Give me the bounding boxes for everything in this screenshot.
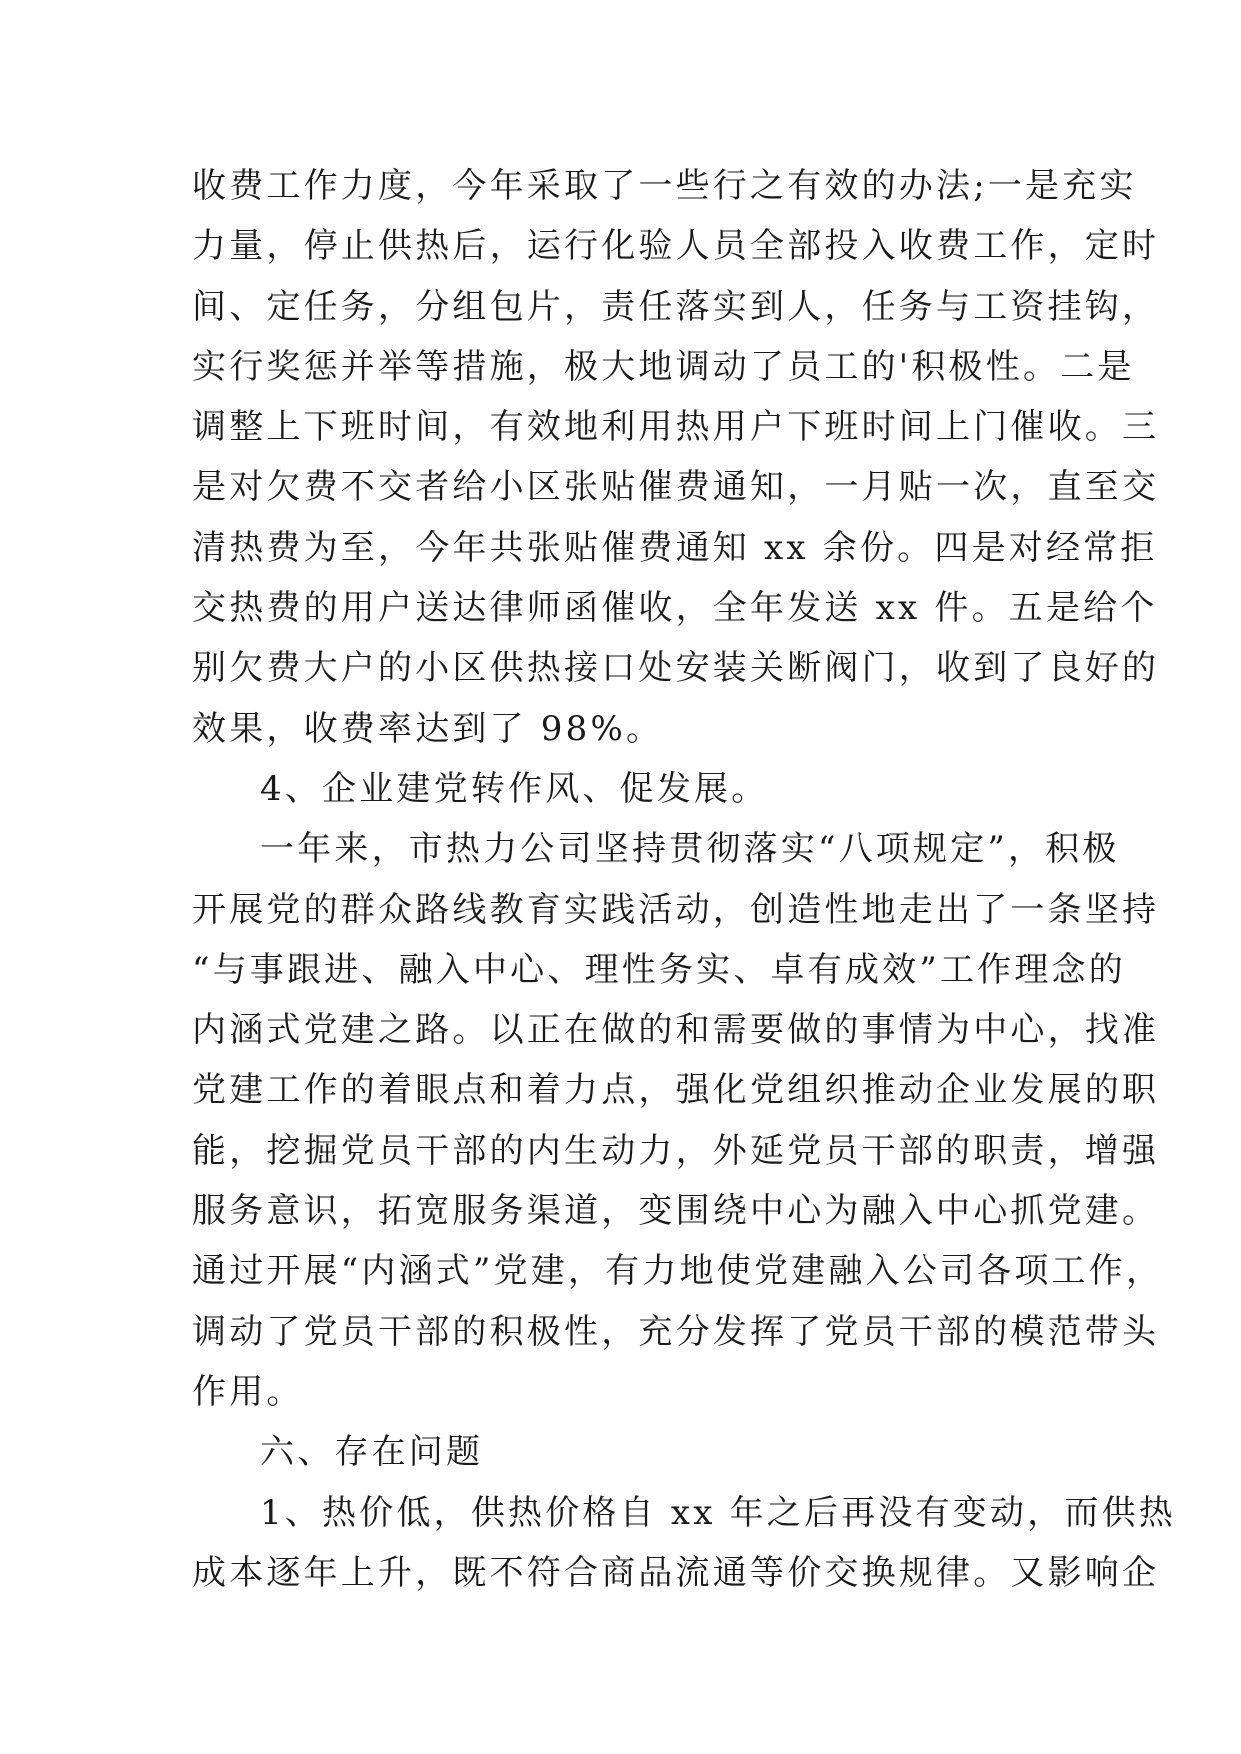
paragraph-party-building [192, 819, 1164, 1422]
text-line: 一年来，市热力公司坚持贯彻落实“八项规定”，积极 [260, 829, 1120, 870]
text-line: 能，挖掘党员干部的内生动力，外延党员干部的职责，增强 [192, 1130, 1160, 1171]
heading-line: 六、存在问题 [260, 1432, 484, 1473]
text-line: 交热费的用户送达律师函催收，全年发送 xx 件。五是给个 [192, 588, 1158, 629]
text-line: 别欠费大户的小区供热接口处安装关断阀门，收到了良好的 [192, 648, 1160, 689]
text-line: 力量，停止供热后，运行化验人员全部投入收费工作，定时 [192, 226, 1160, 267]
text-line: 调动了党员干部的积极性，充分发挥了党员干部的模范带头 [192, 1311, 1160, 1352]
heading-line: 4、企业建党转作风、促发展。 [260, 768, 769, 809]
text-line: 1、热价低，供热价格自 xx 年之后再没有变动，而供热 [260, 1492, 1176, 1533]
text-line: 效果，收费率达到了 98%。 [192, 708, 664, 749]
text-line: 作用。 [192, 1371, 304, 1412]
paragraph-fee-collection [192, 156, 1160, 759]
text-line: 内涵式党建之路。以正在做的和需要做的事情为中心，找准 [192, 1010, 1160, 1051]
text-line: 是对欠费不交者给小区张贴催费通知，一月贴一次，直至交 [192, 467, 1160, 508]
section-heading-problems [192, 1422, 1052, 1482]
text-line: 服务意识，拓宽服务渠道，变围绕中心为融入中心抓党建。 [192, 1191, 1160, 1232]
text-line: 党建工作的着眼点和着力点，强化党组织推动企业发展的职 [192, 1070, 1160, 1111]
text-line: 成本逐年上升，既不符合商品流通等价交换规律。又影响企 [192, 1552, 1160, 1593]
text-line: 清热费为至，今年共张贴催费通知 xx 余份。四是对经常拒 [192, 527, 1158, 568]
document-body [192, 156, 1176, 1603]
text-line: 间、定任务，分组包片，责任落实到人，任务与工资挂钩， [192, 286, 1160, 327]
section-heading-party-building [192, 759, 1052, 819]
text-line: 实行奖惩并举等措施，极大地调动了员工的'积极性。二是 [192, 346, 1135, 387]
text-line: 调整上下班时间，有效地利用热用户下班时间上门催收。三 [192, 407, 1160, 448]
paragraph-low-price [192, 1483, 1176, 1604]
text-line: “与事跟进、融入中心、理性务实、卓有成效”工作理念的 [192, 949, 1126, 990]
text-line: 通过开展“内涵式”党建，有力地使党建融入公司各项工作， [192, 1251, 1164, 1292]
text-line: 开展党的群众路线教育实践活动，创造性地走出了一条坚持 [192, 889, 1160, 930]
text-line: 收费工作力度，今年采取了一些行之有效的办法;一是充实 [192, 166, 1137, 206]
